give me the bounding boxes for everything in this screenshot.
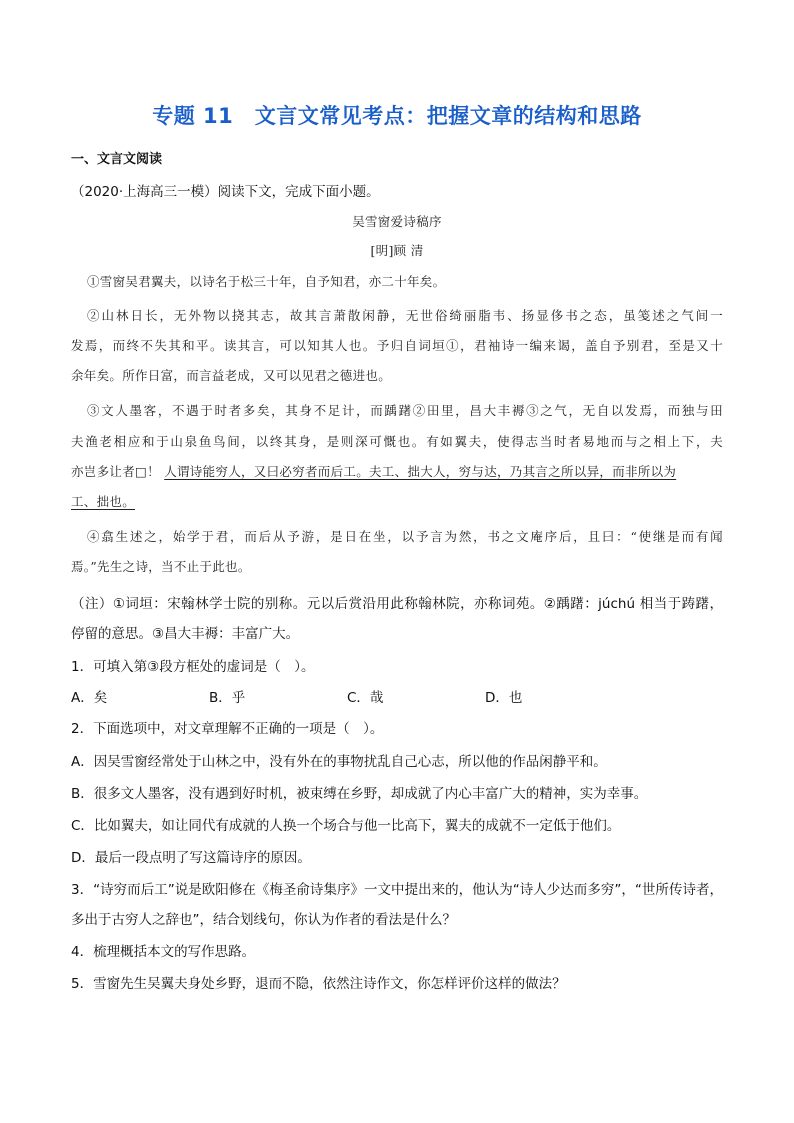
passage-paragraph-3-line-3 bbox=[71, 462, 723, 480]
passage-author: [明]顾 清 bbox=[370, 243, 424, 258]
passage-paragraph-4-line-2: 焉。”先生之诗，当不止于此也。 bbox=[71, 559, 251, 574]
passage-paragraph-3-line-1: ③文人墨客，不遇于时者多矣，其身不足计，而踽躇②田里，昌大丰褥③之气，无自以发焉，而独与田 bbox=[87, 403, 723, 418]
notes-line-2: 停留的意思。③昌大丰褥：丰富广大。 bbox=[71, 626, 300, 642]
passage-paragraph-2-line-2: 发焉，而终不失其和平。读其言，可以知其人也。予归自词垣①，君袖诗一编来谒，盖自予别君，至是又十 bbox=[71, 338, 723, 353]
underlined-sentence-end: 工、拙也。 bbox=[71, 494, 136, 509]
q1-option-c: C．哉 bbox=[347, 690, 384, 706]
passage-paragraph-4-line-1: ④翕生述之，始学于君，而后从予游，是日在坐，以予言为然，书之文庵序后，且曰：“使继是而有闻 bbox=[87, 529, 723, 544]
section-heading: 一、文言文阅读 bbox=[71, 152, 163, 167]
document-title: 专题 11 文言文常见考点：把握文章的结构和思路 bbox=[152, 104, 642, 128]
q2-option-d: D．最后一段点明了写这篇诗序的原因。 bbox=[71, 850, 311, 866]
passage-paragraph-1: ①雪窗吴君翼夫，以诗名于松三十年，自予知君，亦二十年矣。 bbox=[87, 274, 446, 289]
source-line: （2020·上海高三一模）阅读下文，完成下面小题。 bbox=[71, 184, 380, 200]
question-5: 5．雪窗先生吴翼夫身处乡野，退而不隐，依然注诗作文，你怎样评价这样的做法？ bbox=[71, 976, 566, 992]
question-4: 4．梳理概括本文的写作思路。 bbox=[71, 944, 256, 960]
question-3-line-2: 多出于古穷人之辞也”，结合划线句，你认为作者的看法是什么？ bbox=[71, 912, 456, 928]
notes-line-1: （注）①词垣：宋翰林学士院的别称。元以后赏沿用此称翰林院，亦称词苑。②踽躇：júchú 相当于踌躇， bbox=[71, 596, 723, 612]
passage-paragraph-2-line-3: 余年矣。所作日富，而言益老成，又可以见君之德进也。 bbox=[71, 368, 392, 383]
q1-option-a: A．矣 bbox=[71, 690, 108, 706]
q1-option-b: B．乎 bbox=[209, 690, 246, 706]
passage-paragraph-3-line-2: 夫渔老相应和于山泉鱼鸟间，以终其身，是则深可慨也。有如翼夫，使得志当时者易地而与之相上下，夫 bbox=[71, 434, 723, 449]
q2-option-a: A．因吴雪窗经常处于山林之中，没有外在的事物扰乱自己心志，所以他的作品闲静平和。 bbox=[71, 754, 607, 770]
q2-option-c: C．比如翼夫，如让同代有成就的人换一个场合与他一比高下，翼夫的成就不一定低于他们。 bbox=[71, 818, 621, 834]
question-3-line-1: 3．“诗穷而后工”说是欧阳修在《梅圣俞诗集序》一文中提出来的，他认为“诗人少达而多穷”，“世所传诗者， bbox=[71, 882, 723, 898]
q1-option-d: D．也 bbox=[485, 690, 523, 706]
passage-paragraph-2-line-1: ②山林日长，无外物以挠其志，故其言萧散闲静，无世俗绮丽脂韦、扬显侈书之态，虽笺述之气间一 bbox=[87, 308, 723, 323]
question-2: 2．下面选项中，对文章理解不正确的一项是（ ）。 bbox=[71, 721, 384, 737]
question-1: 1．可填入第③段方框处的虚词是（ ）。 bbox=[71, 659, 315, 675]
underlined-sentence: 人谓诗能穷人，又曰必穷者而后工。夫工、拙大人，穷与达，乃其言之所以异，而非所以为 bbox=[164, 464, 677, 479]
passage-title: 吴雪窗爱诗稿序 bbox=[352, 214, 442, 229]
passage-paragraph-3-line-4 bbox=[71, 492, 723, 510]
passage-text: 亦岂多让者□！ bbox=[71, 464, 160, 479]
q2-option-b: B．很多文人墨客，没有遇到好时机，被束缚在乡野，却成就了内心丰富广大的精神，实为幸事。 bbox=[71, 786, 648, 802]
